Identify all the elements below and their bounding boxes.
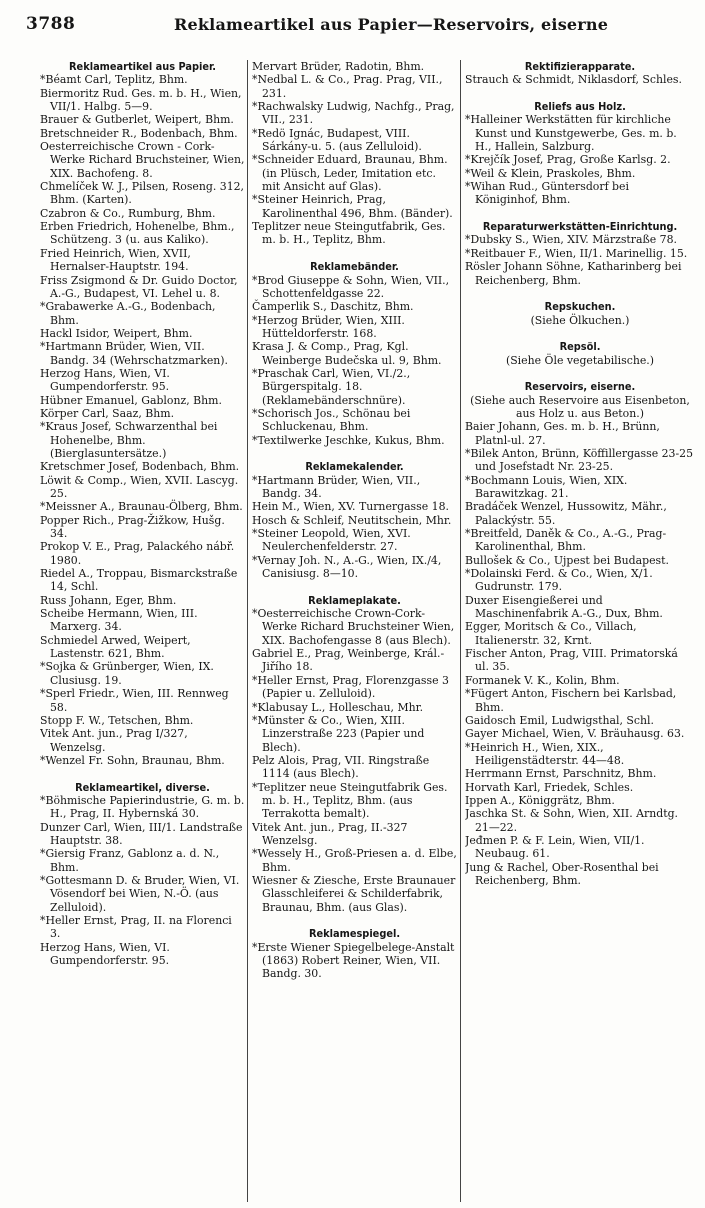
directory-entry: Teplitzer neue Steingutfabrik, Ges. m. b. H., Teplitz, Bhm. <box>252 220 446 247</box>
directory-entry: Jaschka St. & Sohn, Wien, XII. Arndtg. 21—22. <box>465 807 679 834</box>
directory-entry: Herrmann Ernst, Parschnitz, Bhm. <box>465 767 657 781</box>
directory-entry: *Hartmann Brüder, Wien, VII. Bandg. 34 (Wehrschatzmarken). <box>40 340 229 367</box>
cross-reference-note: (Siehe auch Reservoire aus Eisenbeton, aus Holz u. aus Beton.) <box>470 393 690 420</box>
column-2 <box>252 60 457 1204</box>
directory-entry: *Halleiner Werkstätten für kirchliche Kunst und Kunstgewerbe, Ges. m. b. H., Hallein, Salzburg. <box>465 113 677 154</box>
directory-entry: Popper Rich., Prag-Žižkow, Hušg. 34. <box>40 513 225 541</box>
cross-reference-note: (Siehe Ölkuchen.) <box>530 313 630 327</box>
directory-entry: *Böhmische Papierindustrie, G. m. b. H., Prag, II. Hybernská 30. <box>40 793 245 821</box>
directory-entry: *Heller Ernst, Prag, II. na Florenci 3. <box>40 914 232 941</box>
directory-entry: *Grabawerke A.-G., Bodenbach, Bhm. <box>40 300 216 327</box>
directory-entry: *Bochmann Louis, Wien, XIX. Barawitzkag. 21. <box>465 473 628 500</box>
section-heading: Reklamekalender. <box>305 460 404 474</box>
directory-entry: Kretschmer Josef, Bodenbach, Bhm. <box>40 460 240 474</box>
directory-entry: Strauch & Schmidt, Niklasdorf, Schles. <box>465 73 682 87</box>
section-heading: Rektifizierapparate. <box>524 60 636 73</box>
section-heading: Reliefs aus Holz. <box>534 100 626 114</box>
cross-reference-note: (Siehe Öle vegetabilische.) <box>505 353 655 367</box>
directory-entry: *Wihan Rud., Güntersdorf bei Königinhof, Bhm. <box>465 180 629 207</box>
section-spacer <box>252 580 457 593</box>
column-rule <box>460 60 461 1202</box>
directory-entry: *Dolainski Ferd. & Co., Wien, X/1. Gudrunstr. 179. <box>465 567 653 594</box>
directory-entry: *Bilek Anton, Brünn, Köffillergasse 23-25 und Josefstadt Nr. 23-25. <box>465 446 694 474</box>
section-spacer <box>465 327 695 340</box>
directory-entry: *Kraus Josef, Schwarzenthal bei Hohenelbe, Bhm. (Bierglasuntersätze.) <box>40 420 218 460</box>
page-number: 3788 <box>26 14 76 34</box>
section-spacer <box>465 87 695 100</box>
column-3 <box>465 60 695 1204</box>
directory-entry: *Schneider Eduard, Braunau, Bhm. (in Plüsch, Leder, Imitation etc. mit Ansicht auf Glas). <box>252 153 448 194</box>
section-heading: Reklameartikel aus Papier. <box>69 60 216 73</box>
directory-entry: *Teplitzer neue Steingutfabrik Ges. m. b. H., Teplitz, Bhm. (aus Terrakotta bemalt). <box>252 780 448 821</box>
directory-entry: Scheibe Hermann, Wien, III. Marxerg. 34. <box>40 607 198 634</box>
directory-entry: Horvath Karl, Friedek, Schles. <box>465 780 634 794</box>
directory-entry: *Schorisch Jos., Schönau bei Schluckenau, Bhm. <box>252 406 411 434</box>
directory-entry: *Brod Giuseppe & Sohn, Wien, VII., Schottenfeldgasse 22. <box>252 273 450 300</box>
directory-entry: Bullošek & Co., Ujpest bei Budapest. <box>465 553 669 567</box>
directory-entry: *Fügert Anton, Fischern bei Karlsbad, Bhm. <box>465 687 677 714</box>
directory-entry: Duxer Eisengießerei und Maschinenfabrik A.-G., Dux, Bhm. <box>465 593 663 621</box>
section-heading: Reklameartikel, diverse. <box>75 780 210 794</box>
directory-entry: *Reitbauer F., Wien, II/1. Marinellig. 15. <box>465 246 688 260</box>
directory-entry: Gayer Michael, Wien, V. Bräuhausg. 63. <box>465 727 685 741</box>
section-heading: Reservoirs, eiserne. <box>524 380 636 394</box>
directory-entry: *Hartmann Brüder, Wien, VII., Bandg. 34. <box>252 473 421 500</box>
directory-entry: Fried Heinrich, Wien, XVII, Hernalser-Hauptstr. 194. <box>40 246 191 274</box>
section-spacer <box>465 367 695 380</box>
directory-entry: *Sperl Friedr., Wien, III. Rennweg 58. <box>40 687 229 714</box>
directory-entry: Dunzer Carl, Wien, III/1. Landstraße Hauptstr. 38. <box>40 820 243 847</box>
directory-entry: Russ Johann, Eger, Bhm. <box>40 593 177 607</box>
directory-entry: Herzog Hans, Wien, VI. Gumpendorferstr. 95. <box>40 940 170 968</box>
directory-entry: *Steiner Heinrich, Prag, Karolinenthal 496, Bhm. (Bänder). <box>252 193 453 220</box>
directory-entry: *Oesterreichische Crown-Cork-Werke Richard Bruchsteiner Wien, XIX. Bachofengasse 8 (aus Blech). <box>252 607 455 647</box>
directory-entry: Krasa J. & Comp., Prag, Kgl. Weinberge Budečska ul. 9, Bhm. <box>252 340 442 367</box>
directory-entry: Vitek Ant. jun., Prag, II.-327 Wenzelsg. <box>252 820 408 847</box>
directory-entry: Hein M., Wien, XV. Turnergasse 18. <box>252 500 449 514</box>
directory-entry: Friss Zsigmond & Dr. Guido Doctor, A.-G., Budapest, VI. Lehel u. 8. <box>40 273 238 300</box>
section-spacer <box>252 914 457 927</box>
directory-entry: *Heller Ernst, Prag, Florenzgasse 3 (Papier u. Zelluloid). <box>252 673 449 701</box>
column-rule <box>247 60 248 1202</box>
directory-entry: *Nedbal L. & Co., Prag. Prag, VII., 231. <box>252 73 443 100</box>
directory-entry: *Klabusay L., Holleschau, Mhr. <box>252 700 424 714</box>
directory-entry: Jung & Rachel, Ober-Rosenthal bei Reichenberg, Bhm. <box>465 860 659 887</box>
section-heading: Reparaturwerkstätten-Einrichtung. <box>482 220 678 234</box>
section-heading: Reklamespiegel. <box>308 927 401 941</box>
directory-entry: Egger, Moritsch & Co., Villach, Italienerstr. 32, Krnt. <box>465 620 637 647</box>
directory-entry: Erben Friedrich, Hohenelbe, Bhm., Schützeng. 3 (u. aus Kaliko). <box>40 220 235 247</box>
directory-entry: Czabron & Co., Rumburg, Bhm. <box>40 206 216 220</box>
directory-entry: Brauer & Gutberlet, Weipert, Bhm. <box>40 113 234 127</box>
directory-entry: Gaidosch Emil, Ludwigsthal, Schl. <box>465 713 654 727</box>
directory-entry: Chmelíček W. J., Pilsen, Roseng. 312, Bhm. (Karten). <box>40 180 245 207</box>
directory-entry: *Textilwerke Jeschke, Kukus, Bhm. <box>252 433 445 447</box>
running-head: Reklameartikel aus Papier—Reservoirs, eiserne <box>174 15 609 34</box>
directory-entry: Bretschneider R., Bodenbach, Bhm. <box>40 126 238 140</box>
directory-entry: *Erste Wiener Spiegelbelege-Anstalt (1863) Robert Reiner, Wien, VII. Bandg. 30. <box>252 940 455 981</box>
directory-entry: Herzog Hans, Wien, VI. Gumpendorferstr. 95. <box>40 366 170 394</box>
section-heading: Repskuchen. <box>544 300 616 314</box>
section-heading: Reklamebänder. <box>310 260 399 274</box>
directory-entry: Schmiedel Arwed, Weipert, Lastenstr. 621, Bhm. <box>40 633 191 661</box>
directory-entry: *Rachwalsky Ludwig, Nachfg., Prag, VII., 231. <box>252 100 455 127</box>
directory-entry: Formanek V. K., Kolin, Bhm. <box>465 673 620 687</box>
directory-entry: Hosch & Schleif, Neutitschein, Mhr. <box>252 513 452 527</box>
directory-entry: Pelz Alois, Prag, VII. Ringstraße 1114 (aus Blech). <box>252 753 430 781</box>
directory-entry: Fischer Anton, Prag, VIII. Primatorská ul. 35. <box>465 647 678 674</box>
directory-entry: Čamperlik S., Daschitz, Bhm. <box>252 300 414 314</box>
directory-entry: Hübner Emanuel, Gablonz, Bhm. <box>40 393 222 407</box>
directory-entry: *Weil & Klein, Praskoles, Bhm. <box>465 166 636 180</box>
directory-entry: Prokop V. E., Prag, Palackého nábř. 1980. <box>40 540 235 567</box>
directory-entry: Wiesner & Ziesche, Erste Braunauer Glasschleiferei & Schilderfabrik, Braunau, Bhm. (aus Glas). <box>252 873 456 914</box>
directory-entry: *Sojka & Grünberger, Wien, IX. Clusiusg. 19. <box>40 660 214 687</box>
directory-entry: Rösler Johann Söhne, Katharinberg bei Reichenberg, Bhm. <box>465 260 682 287</box>
directory-entry: Baier Johann, Ges. m. b. H., Brünn, Platnl-ul. 27. <box>465 420 660 447</box>
directory-entry: Körper Carl, Saaz, Bhm. <box>40 406 175 420</box>
section-spacer <box>40 767 245 780</box>
directory-entry: Oesterreichische Crown - Cork-Werke Richard Bruchsteiner, Wien, XIX. Bachofeng. 8. <box>40 140 245 180</box>
directory-entry: *Redö Ignác, Budapest, VIII. Sárkány-u. 5. (aus Zelluloid). <box>252 126 422 154</box>
page-header <box>26 14 676 38</box>
directory-entry: Biermoritz Rud. Ges. m. b. H., Wien, VII/1. Halbg. 5—9. <box>40 86 242 114</box>
directory-entry: Jeđmen P. & F. Lein, Wien, VII/1. Neubaug. 61. <box>465 833 645 861</box>
directory-entry: *Wenzel Fr. Sohn, Braunau, Bhm. <box>40 753 225 767</box>
directory-entry: *Gottesmann D. & Bruder, Wien, VI. Vösendorf bei Wien, N.-Ö. (aus Zelluloid). <box>40 873 240 914</box>
directory-entry: *Herzog Brüder, Wien, XIII. Hütteldorferstr. 168. <box>252 313 405 340</box>
directory-entry: *Béamt Carl, Teplitz, Bhm. <box>40 73 188 87</box>
directory-entry: Mervart Brüder, Radotin, Bhm. <box>252 60 425 73</box>
directory-entry: Hackl Isidor, Weipert, Bhm. <box>40 326 193 340</box>
directory-entry: *Meissner A., Braunau-Ölberg, Bhm. <box>40 500 243 514</box>
directory-entry: *Praschak Carl, Wien, VI./2., Bürgerspitalg. 18. (Reklamebänderschnüre). <box>252 366 411 407</box>
column-1 <box>40 60 245 1204</box>
directory-entry: *Dubsky S., Wien, XIV. Märzstraße 78. <box>465 233 677 247</box>
directory-entry: *Steiner Leopold, Wien, XVI. Neulerchenfelderstr. 27. <box>252 527 411 554</box>
section-spacer <box>252 247 457 260</box>
section-heading: Reklameplakate. <box>308 593 401 607</box>
directory-entry: *Krejčík Josef, Prag, Große Karlsg. 2. <box>465 153 671 167</box>
directory-entry: Ippen A., Königgrätz, Bhm. <box>465 793 615 807</box>
directory-entry: *Wessely H., Groß-Priesen a. d. Elbe, Bhm. <box>252 847 457 874</box>
directory-entry: *Breitfeld, Daněk & Co., A.-G., Prag-Karolinenthal, Bhm. <box>465 527 667 554</box>
directory-entry: *Münster & Co., Wien, XIII. Linzerstraße 223 (Papier und Blech). <box>252 713 425 754</box>
directory-entry: Stopp F. W., Tetschen, Bhm. <box>40 713 194 727</box>
directory-entry: Löwit & Comp., Wien, XVII. Lascyg. 25. <box>40 473 239 500</box>
section-spacer <box>252 447 457 460</box>
section-heading: Repsöl. <box>559 340 601 354</box>
section-spacer <box>465 207 695 220</box>
directory-entry: Bradáček Wenzel, Hussowitz, Mähr., Palackýstr. 55. <box>465 500 667 527</box>
directory-entry: *Giersig Franz, Gablonz a. d. N., Bhm. <box>40 847 220 874</box>
directory-entry: *Vernay Joh. N., A.-G., Wien, IX./4, Canisiusg. 8—10. <box>252 553 442 581</box>
directory-entry: Vitek Ant. jun., Prag I/327, Wenzelsg. <box>40 727 188 754</box>
directory-entry: Riedel A., Troppau, Bismarckstraße 14, Schl. <box>40 567 238 594</box>
directory-entry: *Heinrich H., Wien, XIX., Heiligenstädterstr. 44—48. <box>465 740 625 767</box>
directory-entry: Gabriel E., Prag, Weinberge, Král.-Jiřího 18. <box>252 647 445 674</box>
section-spacer <box>465 287 695 300</box>
